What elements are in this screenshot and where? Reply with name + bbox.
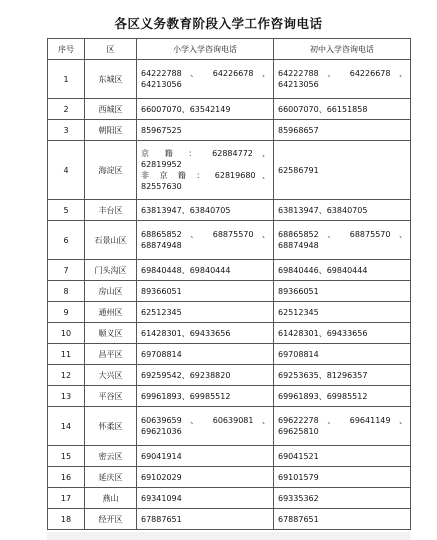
primary-phone-cell [137, 200, 274, 221]
middle-phone-cell [274, 221, 411, 260]
primary-phone-line: 64213056 [141, 80, 182, 89]
middle-phone-line: 66007070、66151858 [278, 104, 368, 114]
middle-phone-line: 69101579 [278, 472, 319, 482]
table-header-row [48, 39, 411, 60]
middle-phone-line: 61428301、69433656 [278, 328, 368, 338]
primary-phone-cell [137, 281, 274, 302]
primary-phone-cell [137, 99, 274, 120]
header-primary-phone: 小学入学咨询电话 [137, 39, 274, 60]
row-number: 8 [48, 281, 85, 302]
row-number: 18 [48, 509, 85, 530]
middle-phone-cell [274, 302, 411, 323]
primary-phone-cell [137, 344, 274, 365]
middle-phone-line: 69708814 [278, 349, 319, 359]
middle-phone-line: 62512345 [278, 307, 319, 317]
middle-phone-line: 85968657 [278, 125, 319, 135]
primary-phone-cell [137, 509, 274, 530]
middle-phone-cell [274, 344, 411, 365]
primary-phone-line: 69259542、69238820 [141, 370, 231, 380]
district-name: 密云区 [85, 446, 137, 467]
district-name: 房山区 [85, 281, 137, 302]
primary-phone-line: 69708814 [141, 349, 182, 359]
primary-phone-line: 68874948 [141, 241, 182, 250]
primary-phone-cell [137, 467, 274, 488]
district-name: 石景山区 [85, 221, 137, 260]
primary-phone-line: 66007070、63542149 [141, 104, 231, 114]
primary-phone-line: 64222788 、 64226678 、 [141, 69, 270, 78]
primary-phone-line: 69102029 [141, 472, 182, 482]
primary-phone-line: 85967525 [141, 125, 182, 135]
district-name: 顺义区 [85, 323, 137, 344]
middle-phone-cell [274, 407, 411, 446]
middle-phone-cell [274, 488, 411, 509]
primary-phone-line: 68865852 、 68875570 、 [141, 230, 270, 239]
table-row [48, 509, 411, 530]
primary-phone-line: 63813947、63840705 [141, 205, 231, 215]
hotline-table [47, 38, 411, 530]
middle-phone-line: 63813947、63840705 [278, 205, 368, 215]
primary-phone-line: 69041914 [141, 451, 182, 461]
middle-phone-line: 64213056 [278, 80, 319, 89]
middle-phone-line: 89366051 [278, 286, 319, 296]
primary-phone-cell [137, 120, 274, 141]
middle-phone-cell [274, 281, 411, 302]
table-row [48, 467, 411, 488]
middle-phone-line: 69253635、81296357 [278, 370, 368, 380]
middle-phone-cell [274, 509, 411, 530]
primary-phone-line: 69621036 [141, 427, 182, 436]
middle-phone-cell [274, 386, 411, 407]
table-row [48, 365, 411, 386]
primary-phone-line: 89366051 [141, 286, 182, 296]
district-name: 海淀区 [85, 141, 137, 200]
middle-phone-cell [274, 467, 411, 488]
primary-phone-cell [137, 323, 274, 344]
district-name: 经开区 [85, 509, 137, 530]
header-middle-phone: 初中入学咨询电话 [274, 39, 411, 60]
row-number: 7 [48, 260, 85, 281]
middle-phone-cell [274, 99, 411, 120]
district-name: 通州区 [85, 302, 137, 323]
middle-phone-line: 69041521 [278, 451, 319, 461]
row-number: 15 [48, 446, 85, 467]
district-name: 延庆区 [85, 467, 137, 488]
row-number: 12 [48, 365, 85, 386]
row-number: 5 [48, 200, 85, 221]
middle-phone-cell [274, 120, 411, 141]
middle-phone-line: 68865852 、 68875570 、 [278, 230, 407, 239]
middle-phone-cell [274, 141, 411, 200]
table-row [48, 344, 411, 365]
table-row [48, 386, 411, 407]
primary-phone-line: 69961893、69985512 [141, 391, 231, 401]
middle-phone-line: 69961893、69985512 [278, 391, 368, 401]
row-number: 13 [48, 386, 85, 407]
primary-phone-line: 69840448、69840444 [141, 265, 231, 275]
primary-phone-cell [137, 141, 274, 200]
primary-phone-line: 62819952 [141, 160, 182, 169]
middle-phone-line: 69625810 [278, 427, 319, 436]
primary-phone-line: 京 籍 ： 62884772 、 [141, 149, 270, 158]
primary-phone-cell [137, 407, 274, 446]
district-name: 怀柔区 [85, 407, 137, 446]
table-row [48, 120, 411, 141]
table-row [48, 260, 411, 281]
middle-phone-cell [274, 323, 411, 344]
primary-phone-line: 非 京 籍 ： 62819680 、 [141, 171, 270, 180]
middle-phone-line: 69622278 、 69641149 、 [278, 416, 407, 425]
table-row [48, 407, 411, 446]
row-number: 3 [48, 120, 85, 141]
middle-phone-line: 69840446、69840444 [278, 265, 368, 275]
primary-phone-cell [137, 60, 274, 99]
district-name: 门头沟区 [85, 260, 137, 281]
row-number: 10 [48, 323, 85, 344]
row-number: 11 [48, 344, 85, 365]
district-name: 大兴区 [85, 365, 137, 386]
primary-phone-line: 60639659 、 60639081 、 [141, 416, 270, 425]
district-name: 昌平区 [85, 344, 137, 365]
table-row [48, 446, 411, 467]
row-number: 9 [48, 302, 85, 323]
header-no: 序号 [48, 39, 85, 60]
table-body [48, 60, 411, 530]
row-number: 17 [48, 488, 85, 509]
middle-phone-line: 62586791 [278, 165, 319, 175]
middle-phone-cell [274, 260, 411, 281]
table-row [48, 221, 411, 260]
table-row [48, 281, 411, 302]
row-number: 14 [48, 407, 85, 446]
primary-phone-cell [137, 302, 274, 323]
table-row [48, 60, 411, 99]
row-number: 2 [48, 99, 85, 120]
primary-phone-line: 67887651 [141, 514, 182, 524]
district-name: 东城区 [85, 60, 137, 99]
table-row [48, 200, 411, 221]
row-number: 6 [48, 221, 85, 260]
table-row [48, 323, 411, 344]
primary-phone-cell [137, 386, 274, 407]
primary-phone-line: 69341094 [141, 493, 182, 503]
bottom-band [47, 532, 410, 540]
header-district: 区 [85, 39, 137, 60]
table-row [48, 99, 411, 120]
table-row [48, 488, 411, 509]
district-name: 西城区 [85, 99, 137, 120]
middle-phone-line: 69335362 [278, 493, 319, 503]
table-row [48, 141, 411, 200]
primary-phone-cell [137, 365, 274, 386]
district-name: 丰台区 [85, 200, 137, 221]
middle-phone-line: 68874948 [278, 241, 319, 250]
table-row [48, 302, 411, 323]
primary-phone-line: 61428301、69433656 [141, 328, 231, 338]
district-name: 朝阳区 [85, 120, 137, 141]
middle-phone-line: 67887651 [278, 514, 319, 524]
row-number: 4 [48, 141, 85, 200]
primary-phone-cell [137, 446, 274, 467]
row-number: 1 [48, 60, 85, 99]
district-name: 平谷区 [85, 386, 137, 407]
row-number: 16 [48, 467, 85, 488]
primary-phone-line: 62512345 [141, 307, 182, 317]
middle-phone-cell [274, 60, 411, 99]
primary-phone-line: 82557630 [141, 182, 182, 191]
district-name: 燕山 [85, 488, 137, 509]
primary-phone-cell [137, 488, 274, 509]
middle-phone-line: 64222788 、 64226678 、 [278, 69, 407, 78]
primary-phone-cell [137, 221, 274, 260]
middle-phone-cell [274, 365, 411, 386]
middle-phone-cell [274, 200, 411, 221]
middle-phone-cell [274, 446, 411, 467]
primary-phone-cell [137, 260, 274, 281]
document-title: 各区义务教育阶段入学工作咨询电话 [114, 16, 323, 31]
